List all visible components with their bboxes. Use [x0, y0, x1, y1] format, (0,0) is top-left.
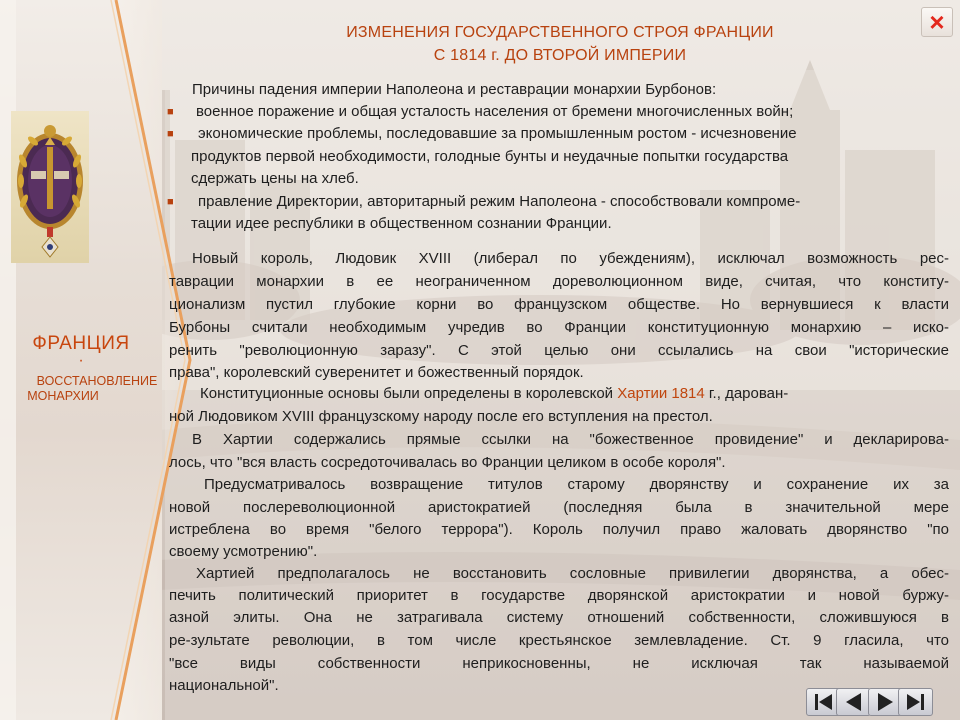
prev-slide-button[interactable]	[836, 688, 871, 716]
sidebar-separator: ·	[78, 352, 84, 369]
bullet-icon: ■	[167, 106, 174, 118]
paragraph-2-suffix: г., дарован-	[708, 385, 789, 402]
paragraph-2-line-1	[200, 383, 788, 405]
cause-item-3-line-1: правление Директории, авторитарный режим Наполеона - способствовали компроме-	[198, 193, 801, 210]
paragraph-1-line-3: ционализм пустил глубокие корни во французском обществе. Но вернувшиеся к власти	[169, 296, 949, 313]
sidebar-title: ФРАНЦИЯ	[32, 333, 130, 354]
paragraph-4-line-1: Предусматривалось возвращение титулов старому дворянству и сохранение их за	[204, 476, 949, 493]
causes-heading: Причины падения империи Наполеона и реставрации монархии Бурбонов:	[192, 81, 717, 98]
paragraph-5-line-3: азной элиты. Она не затрагивала систему отношений собственности, сложившуюся в	[169, 609, 949, 626]
cause-item-3-line-2: тации идее республики в общественном сознании Франции.	[191, 215, 612, 232]
paragraph-1-line-6: права", королевский суверенитет и божественный порядок.	[169, 364, 584, 381]
paragraph-4-line-4: своему усмотрению".	[169, 543, 318, 560]
last-slide-icon	[899, 689, 932, 715]
paragraph-1-line-2: таврации монархии в ее неограниченном дореволюционном виде, считая, что конститу-	[169, 273, 949, 290]
paragraph-4-line-3: истреблена во время "белого террора"). Король получил право жаловать дворянство "по	[169, 521, 949, 538]
coat-of-arms-icon	[11, 111, 89, 263]
close-button[interactable]	[921, 7, 953, 37]
paragraph-1-line-5: ренить "революционную заразу". С этой целью они ссылались на свои "исторические	[169, 342, 949, 359]
close-icon: ×	[929, 7, 945, 37]
charter-1814-link[interactable]: Хартии 1814	[617, 385, 705, 402]
cause-item-2-line-3: сдержать цены на хлеб.	[191, 170, 359, 187]
paragraph-1-line-4: Бурбоны считали необходимым учредив во Франции конституционную монархию – иско-	[169, 319, 949, 336]
cause-item-2-line-2: продуктов первой необходимости, голодные бунты и неудачные попытки государства	[191, 148, 789, 165]
bullet-icon: ■	[167, 196, 174, 208]
paragraph-4-line-2: новой послереволюционной аристократией (последняя была в значительной мере	[169, 499, 949, 516]
paragraph-5-line-6: национальной".	[169, 677, 279, 694]
paragraph-1-line-1: Новый король, Людовик XVIII (либерал по убеждениям), исключал возможность рес-	[192, 250, 949, 267]
paragraph-5-line-5: "все виды собственности неприкосновенны, не исключая так называемой	[169, 655, 949, 672]
sidebar-subtitle-line2: МОНАРХИИ	[27, 389, 99, 403]
paragraph-5-line-4: ре-зультате революции, в том числе крестьянское землевладение. Ст. 9 гласила, что	[169, 632, 949, 649]
cause-item-1-line-1: военное поражение и общая усталость населения от бремени многочисленных войн;	[196, 103, 794, 120]
page-title-line2: С 1814 г. ДО ВТОРОЙ ИМПЕРИИ	[433, 47, 687, 64]
paragraph-3-line-1: В Хартии содержались прямые ссылки на "божественное провидение" и декларирова-	[192, 431, 949, 448]
paragraph-5-line-1: Хартией предполагалось не восстановить сословные привилегии дворянства, а обес-	[196, 565, 949, 582]
page-title-line1: ИЗМЕНЕНИЯ ГОСУДАРСТВЕННОГО СТРОЯ ФРАНЦИИ	[346, 24, 774, 41]
prev-slide-icon	[837, 689, 870, 715]
sidebar-subtitle-line1: ВОССТАНОВЛЕНИЕ	[36, 374, 158, 388]
paragraph-2-prefix: Конституционные основы были определены в королевской	[200, 385, 614, 402]
cause-item-2-line-1: экономические проблемы, последовавшие за промышленным ростом - исчезновение	[198, 125, 797, 142]
bullet-icon: ■	[167, 128, 174, 140]
paragraph-3-line-2: лось, что "вся власть сосредоточивалась во Франции целиком в особе короля".	[169, 454, 726, 471]
last-slide-button[interactable]	[898, 688, 933, 716]
paragraph-2-line-2: ной Людовиком XVIII французскому народу после его вступления на престол.	[169, 408, 713, 425]
paragraph-5-line-2: печить политический приоритет в государстве дворянской аристократии и новой буржу-	[169, 587, 949, 604]
